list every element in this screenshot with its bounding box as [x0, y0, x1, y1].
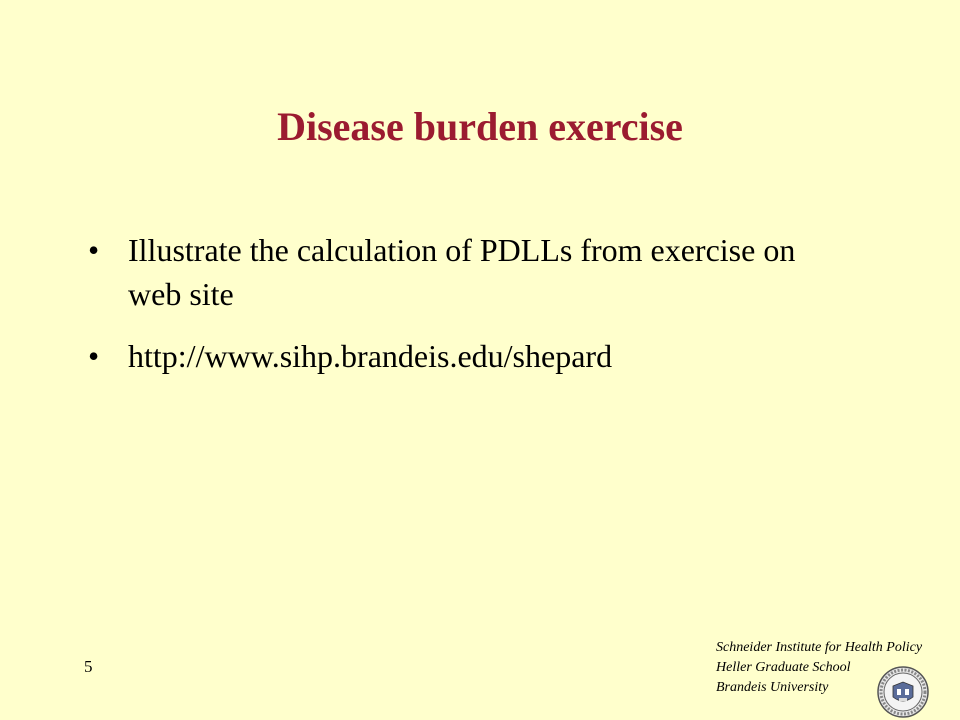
footer-line-institute: Schneider Institute for Health Policy	[716, 640, 923, 655]
footer-line-school: Heller Graduate School	[716, 660, 851, 675]
university-seal-icon	[876, 665, 930, 719]
bullet-text: Illustrate the calculation of PDLLs from exercise on web site	[128, 232, 796, 312]
bullet-list	[88, 228, 848, 396]
bullet-item	[88, 334, 848, 378]
footer-line-university: Brandeis University	[716, 680, 829, 695]
page-number: 5	[84, 657, 93, 676]
bullet-item	[88, 228, 848, 316]
bullet-marker: •	[88, 232, 100, 268]
slide-title: Disease burden exercise	[277, 104, 683, 149]
bullet-marker: •	[88, 338, 100, 374]
bullet-link-text: http://www.sihp.brandeis.edu/shepard	[128, 338, 613, 374]
